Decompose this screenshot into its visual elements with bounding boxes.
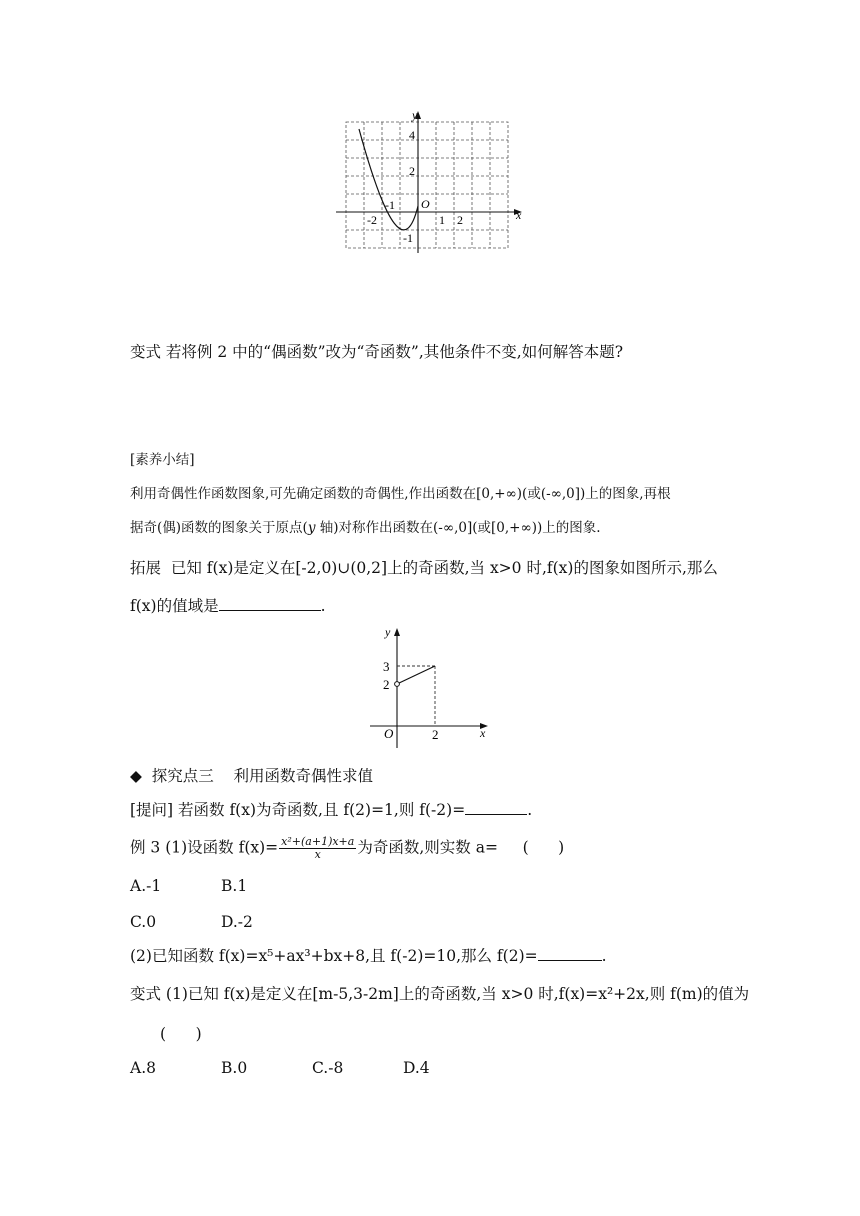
variant-question: 变式 若将例 2 中的“偶函数”改为“奇函数”,其他条件不变,如何解答本题? xyxy=(130,343,624,361)
xtick-2-g2: 2 xyxy=(432,727,439,742)
fraction-numerator: x²+(a+1)x+a xyxy=(281,835,355,848)
example-3-tail: 为奇函数,则实数 a= xyxy=(357,838,498,857)
prompt-end: . xyxy=(527,801,533,819)
summary-line-1: 利用奇偶性作函数图象,可先确定函数的奇偶性,作出函数在[0,+∞)(或(-∞,0])上的图象,再根 xyxy=(130,486,671,502)
extension-text-2: f(x)的值域是 xyxy=(130,597,219,615)
extension-end: . xyxy=(320,597,326,615)
example-3-line xyxy=(130,836,564,861)
variant-option-b[interactable]: B.0 xyxy=(221,1059,248,1077)
part-2-blank[interactable] xyxy=(538,946,602,961)
function-segment xyxy=(397,666,435,684)
summary-heading: [素养小结] xyxy=(130,452,195,468)
ytick-2: 2 xyxy=(409,164,415,178)
diamond-bullet-icon: ◆ xyxy=(130,767,142,785)
ytick-4: 4 xyxy=(409,128,415,142)
option-d[interactable]: D.-2 xyxy=(221,913,253,931)
part-2-end: . xyxy=(601,947,607,965)
section-3-heading xyxy=(130,766,373,786)
example-3-lead: 例 3 (1)设函数 f(x)= xyxy=(130,838,279,857)
variant-option-c[interactable]: C.-8 xyxy=(312,1059,344,1077)
x-axis-label: x xyxy=(516,208,522,222)
extension-line-1 xyxy=(130,558,718,578)
ytick-3: 3 xyxy=(383,659,390,674)
option-c[interactable]: C.0 xyxy=(130,913,157,931)
fraction-denominator: x xyxy=(314,848,321,861)
origin-label-2: O xyxy=(384,726,394,741)
segment-graph xyxy=(362,620,497,752)
example-3-paren: ( ) xyxy=(522,838,565,857)
xtick-minus1: -1 xyxy=(385,198,395,212)
variant-option-d[interactable]: D.4 xyxy=(403,1059,430,1077)
prompt-text: [提问] 若函数 f(x)为奇函数,且 f(2)=1,则 f(-2)= xyxy=(130,801,466,819)
y-axis-label: y xyxy=(412,108,418,122)
part-2-text: (2)已知函数 f(x)=x⁵+ax³+bx+8,且 f(-2)=10,那么 f(2)= xyxy=(130,947,538,965)
xtick-minus2: -2 xyxy=(367,213,377,227)
option-b[interactable]: B.1 xyxy=(221,877,248,895)
option-a[interactable]: A.-1 xyxy=(130,877,162,895)
summary-line-2b: 轴)对称作出函数在(-∞,0](或[0,+∞))上的图象. xyxy=(315,520,601,536)
summary-line-2a: 据奇(偶)函数的图象关于原点( xyxy=(130,520,308,536)
y-axis-label-2: y xyxy=(385,625,391,639)
prompt-blank[interactable] xyxy=(465,800,527,815)
fraction xyxy=(279,836,356,861)
summary-line-2 xyxy=(130,518,601,538)
grid xyxy=(346,122,508,248)
variant-2-paren: ( ) xyxy=(160,1025,202,1043)
x-axis-label-2: x xyxy=(480,726,486,740)
prompt-line xyxy=(130,800,532,820)
origin-label: O xyxy=(421,197,430,211)
ytick-minus1: -1 xyxy=(403,231,413,245)
example-3-part-2 xyxy=(130,946,607,966)
xtick-1: 1 xyxy=(439,213,445,227)
parabola-graph xyxy=(330,105,530,255)
xtick-2: 2 xyxy=(457,213,463,227)
ytick-2-g2: 2 xyxy=(383,677,390,692)
extension-text-1: 已知 f(x)是定义在[-2,0)∪(0,2]上的奇函数,当 x>0 时,f(x)的图象如图所示,那么 xyxy=(170,559,718,577)
open-endpoint xyxy=(395,682,400,687)
extension-label: 拓展 xyxy=(130,559,162,577)
section-3-title: 探究点三 利用函数奇偶性求值 xyxy=(151,767,373,785)
answer-blank[interactable] xyxy=(219,596,321,611)
variant-2-line: 变式 (1)已知 f(x)是定义在[m-5,3-2m]上的奇函数,当 x>0 时,f(x)=x²+2x,则 f(m)的值为 xyxy=(130,985,750,1003)
summary-axis-y: y xyxy=(307,520,316,536)
extension-line-2 xyxy=(130,596,326,616)
variant-option-a[interactable]: A.8 xyxy=(130,1059,156,1077)
